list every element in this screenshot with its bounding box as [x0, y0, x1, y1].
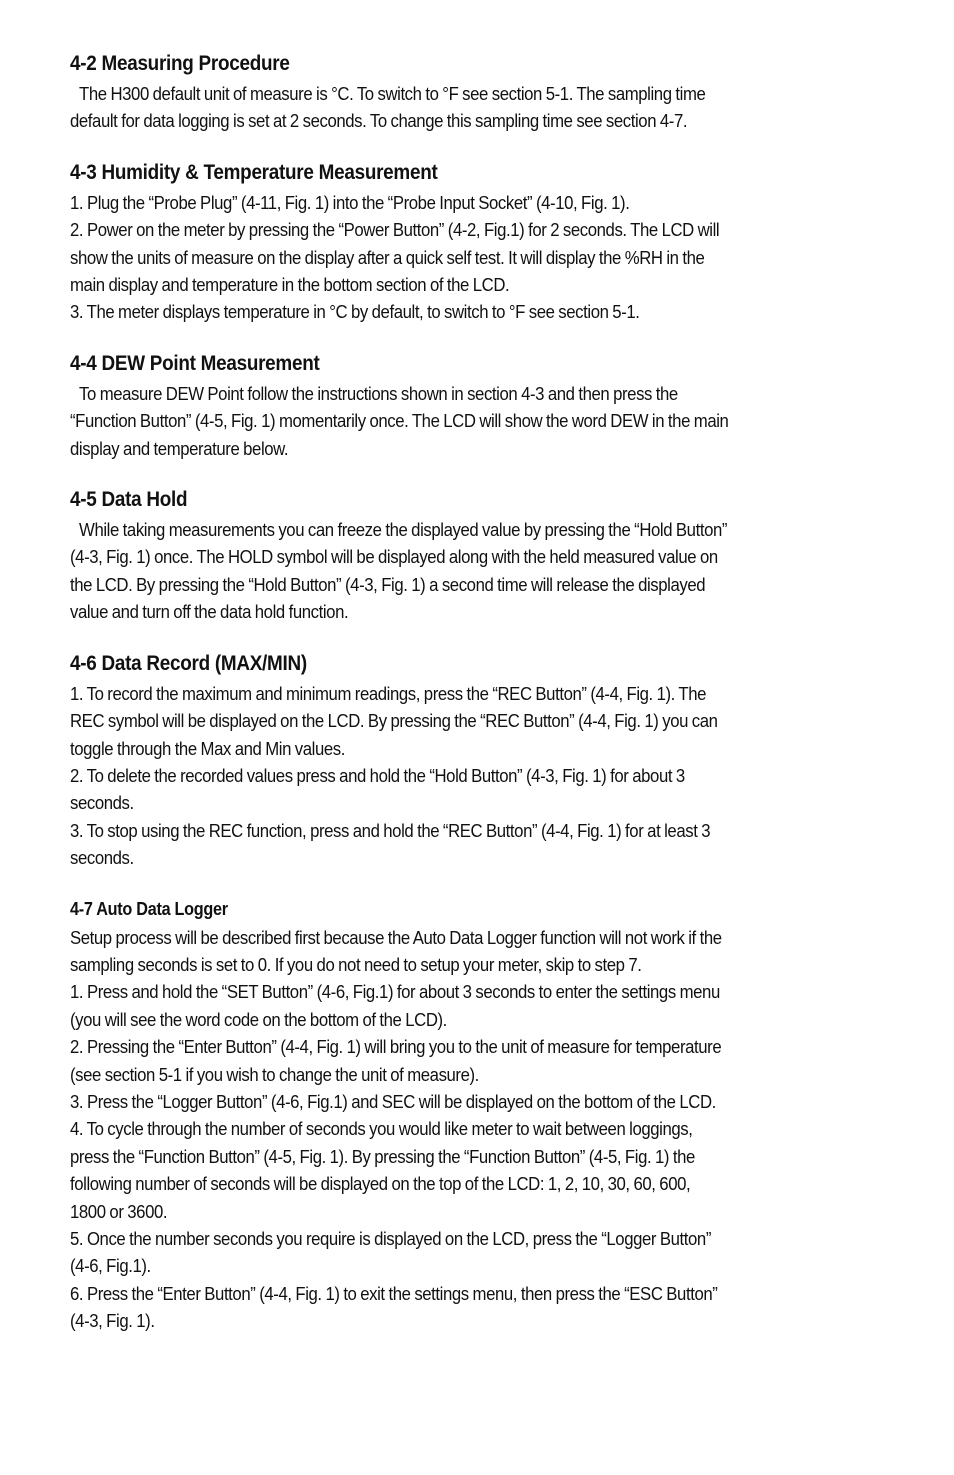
paragraph-line: REC symbol will be displayed on the LCD. By pressing the “REC Button” (4-4, Fig. 1) you can — [70, 710, 718, 732]
paragraph-line: seconds. — [70, 847, 134, 869]
section-4-7-auto-data-logger — [70, 896, 910, 1335]
paragraph-line: While taking measurements you can freeze the displayed value by pressing the “Hold Button” — [79, 519, 728, 541]
paragraph-line: 5. Once the number seconds you require is displayed on the LCD, press the “Logger Button” — [70, 1228, 712, 1249]
paragraph-line: press the “Function Button” (4-5, Fig. 1). By pressing the “Function Button” (4-5, Fig. 1) the — [70, 1145, 695, 1167]
paragraph-line: toggle through the Max and Min values. — [70, 737, 345, 759]
paragraph-line: display and temperature below. — [70, 437, 289, 459]
section-heading: 4-5 Data Hold — [70, 488, 188, 512]
section-4-2-measuring-procedure — [70, 50, 910, 135]
paragraph-line: (4-6, Fig.1). — [70, 1255, 151, 1277]
paragraph-line: sampling seconds is set to 0. If you do not need to setup your meter, skip to step 7. — [70, 953, 642, 975]
section-4-5-data-hold — [70, 486, 910, 626]
paragraph-line: 2. Power on the meter by pressing the “Power Button” (4-2, Fig.1) for 2 seconds. The LCD will — [70, 219, 720, 241]
section-4-3-humidity-temperature — [70, 159, 910, 326]
paragraph-line: value and turn off the data hold function. — [70, 601, 349, 623]
paragraph-line: show the units of measure on the display after a quick self test. It will display the %RH in the — [70, 246, 705, 268]
paragraph-line: The H300 default unit of measure is °C. To switch to °F see section 5-1. The sampling time — [79, 83, 706, 104]
paragraph-line: the LCD. By pressing the “Hold Button” (4-3, Fig. 1) a second time will release the displayed — [70, 573, 706, 595]
section-heading: 4-7 Auto Data Logger — [70, 898, 228, 919]
paragraph-line: (you will see the word code on the bottom of the LCD). — [70, 1008, 447, 1030]
paragraph-line: 3. Press the “Logger Button” (4-6, Fig.1) and SEC will be displayed on the bottom of the LCD. — [70, 1090, 716, 1112]
paragraph-line: 1. To record the maximum and minimum readings, press the “REC Button” (4-4, Fig. 1). The — [70, 682, 707, 704]
paragraph-line: (4-3, Fig. 1) once. The HOLD symbol will be displayed along with the held measured value on — [70, 546, 718, 568]
paragraph-line: (see section 5-1 if you wish to change the unit of measure). — [70, 1063, 479, 1085]
paragraph-line: 1. Press and hold the “SET Button” (4-6, Fig.1) for about 3 seconds to enter the settings menu — [70, 981, 720, 1003]
paragraph-line: seconds. — [70, 792, 134, 814]
paragraph-line: 4. To cycle through the number of seconds you would like meter to wait between loggings, — [70, 1118, 693, 1140]
paragraph-line: 2. To delete the recorded values press and hold the “Hold Button” (4-3, Fig. 1) for about 3 — [70, 764, 685, 786]
section-4-6-data-record — [70, 650, 910, 872]
paragraph-line: 1800 or 3600. — [70, 1200, 168, 1222]
paragraph-line: 6. Press the “Enter Button” (4-4, Fig. 1) to exit the settings menu, then press the “ESC Button” — [70, 1282, 718, 1304]
section-heading: 4-6 Data Record (MAX/MIN) — [70, 651, 307, 675]
section-heading: 4-2 Measuring Procedure — [70, 52, 290, 75]
paragraph-line: 1. Plug the “Probe Plug” (4-11, Fig. 1) into the “Probe Input Socket” (4-10, Fig. 1). — [70, 191, 630, 213]
paragraph-line: “Function Button” (4-5, Fig. 1) momentarily once. The LCD will show the word DEW in the main — [70, 410, 729, 432]
paragraph-line: default for data logging is set at 2 seconds. To change this sampling time see section 4-7. — [70, 110, 688, 132]
paragraph-line: To measure DEW Point follow the instructions shown in section 4-3 and then press the — [79, 382, 678, 404]
paragraph-line: 2. Pressing the “Enter Button” (4-4, Fig. 1) will bring you to the unit of measure for temperature — [70, 1036, 722, 1058]
paragraph-line: (4-3, Fig. 1). — [70, 1310, 155, 1332]
paragraph-line: 3. To stop using the REC function, press and hold the “REC Button” (4-4, Fig. 1) for at least 3 — [70, 819, 711, 841]
manual-page — [70, 50, 910, 1359]
paragraph-line: main display and temperature in the bottom section of the LCD. — [70, 274, 510, 296]
section-heading: 4-3 Humidity & Temperature Measurement — [70, 160, 438, 184]
paragraph-line: 3. The meter displays temperature in °C by default, to switch to °F see section 5-1. — [70, 301, 640, 323]
paragraph-line: following number of seconds will be displayed on the top of the LCD: 1, 2, 10, 30, 60, 600, — [70, 1173, 691, 1195]
section-4-4-dew-point — [70, 350, 910, 462]
paragraph-line: Setup process will be described first because the Auto Data Logger function will not work if the — [70, 926, 722, 948]
section-heading: 4-4 DEW Point Measurement — [70, 351, 320, 375]
